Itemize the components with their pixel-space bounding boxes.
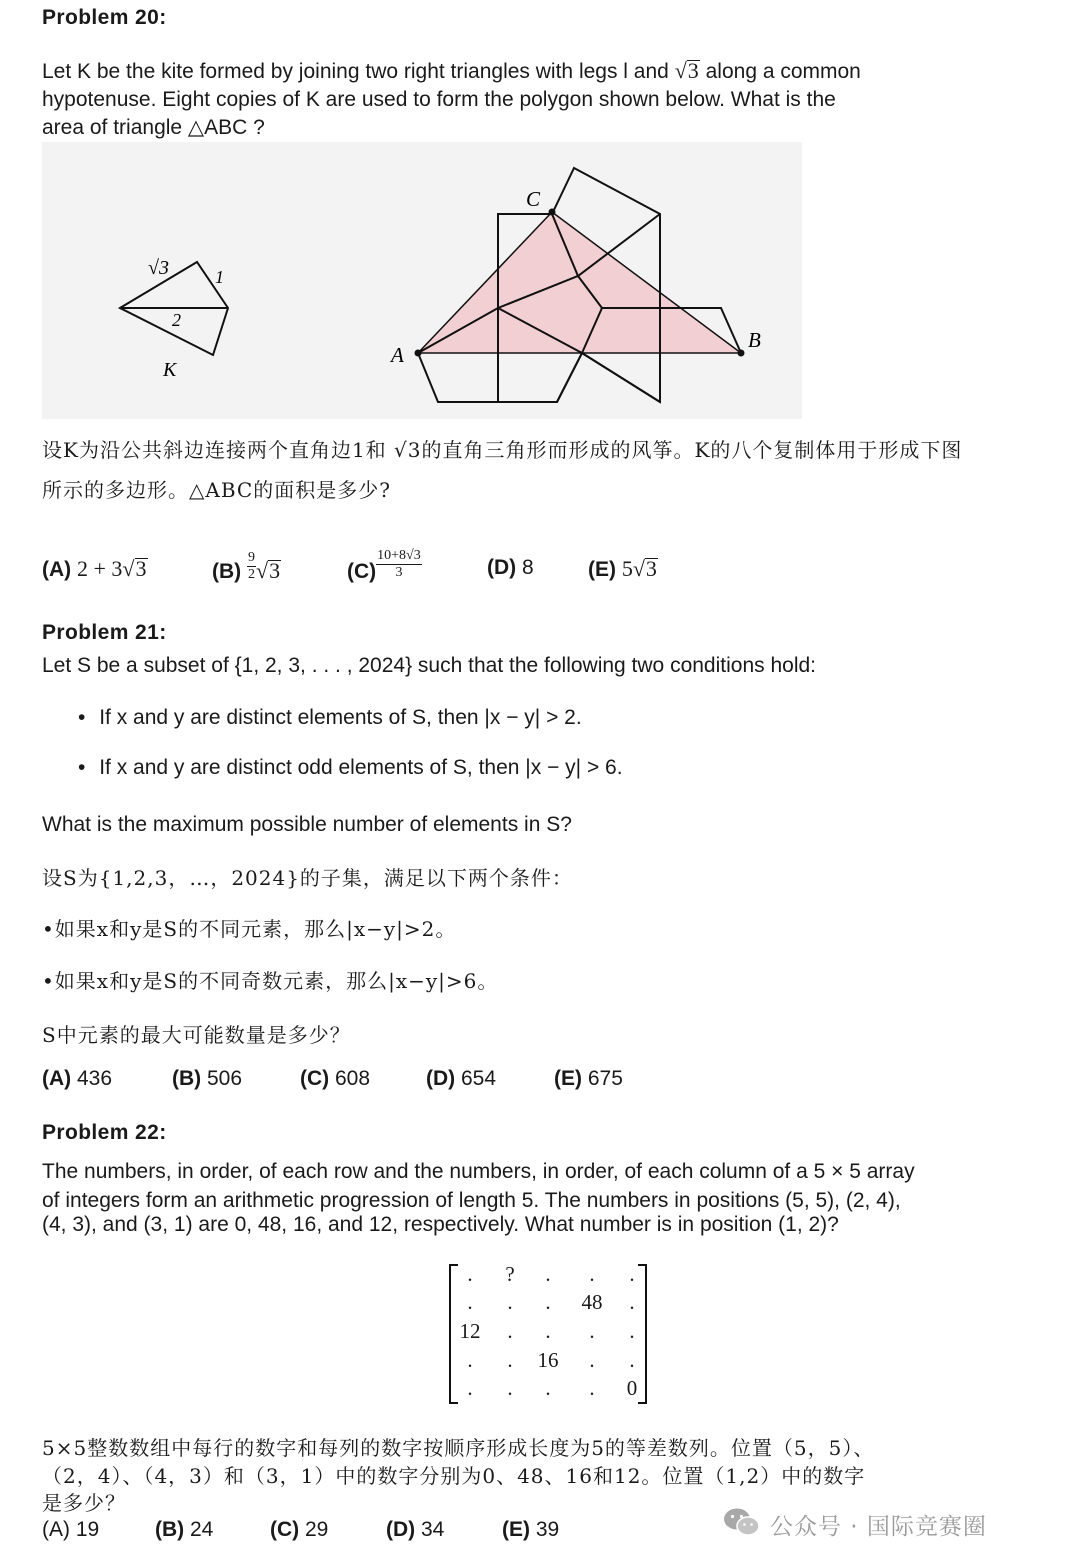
choice-22-c-value: 29 [305,1518,329,1541]
matrix-cell: 12 [459,1319,481,1343]
choice-21-c[interactable] [300,1067,370,1091]
matrix-cell: 16 [537,1348,559,1372]
matrix-cell: . [629,1290,635,1314]
choice-20-c-label: (C) [347,560,377,584]
sqrt-radicand: 3 [269,558,281,584]
matrix-cell: . [589,1262,595,1286]
choice-22-a[interactable] [42,1518,99,1542]
choice-22-e[interactable] [502,1518,559,1542]
kite-label-k: K [163,359,177,381]
problem-21-text-line1: Let S be a subset of {1, 2, 3, . . . , 2024} such that the following two conditions hold: [42,654,817,677]
vertex-label-b: B [748,328,761,352]
matrix-cell: . [589,1319,595,1343]
problem-21-choices [42,1067,682,1097]
kite-edges-lower [557,353,660,402]
problem-21-cn-line1: 设S为{1,2,3，…，2024}的子集，满足以下两个条件： [42,866,573,890]
sqrt-radicand: 3 [135,556,147,581]
choice-20-d-label: (D) [487,556,517,579]
kite-label-sqrt3: √3 [148,257,169,279]
choice-21-a[interactable] [42,1067,112,1091]
problem-21-condition-1 [78,706,582,730]
fraction-denominator: 2 [248,567,255,582]
problem-20-text-line3: area of triangle △ABC ? [42,116,265,139]
problem-22-text-line1: The numbers, in order, of each row and the numbers, in order, of each column of a 5 × 5 array [42,1160,915,1183]
problem-22-choices [42,1518,602,1548]
problem-22-heading: Problem 22: [42,1121,167,1144]
problem-21-cn-line3: •如果x和y是S的不同奇数元素，那么|x−y|>6。 [42,969,499,993]
watermark-text: 公众号 · 国际竞赛圈 [770,1514,987,1540]
condition-2-text: If x and y are distinct odd elements of S, then |x − y| > 6. [99,756,623,779]
sqrt-symbol: √3 [122,556,147,581]
matrix-cell: . [467,1262,473,1286]
choice-22-e-label: (E) [502,1518,530,1541]
problem-20-figure [42,142,802,419]
choice-21-c-label: (C) [300,1067,330,1090]
fraction-numerator: 10+8√3 [377,548,421,563]
choice-21-a-label: (A) [42,1067,72,1090]
problem-22-cn-line1: 5×5整数数组中每行的数字和每列的数字按顺序形成长度为5的等差数列。位置（5，5）、 [42,1436,875,1460]
matrix-cell: . [589,1348,595,1372]
problem-21-cn-line2: •如果x和y是S的不同元素，那么|x−y|>2。 [42,917,457,941]
choice-20-a-label: (A) [42,558,72,581]
choice-20-b[interactable] [212,550,281,583]
matrix-cell: . [507,1319,513,1343]
sqrt-symbol: √3 [632,556,657,581]
problem-22-text-line2: of integers form an arithmetic progression of length 5. The numbers in positions (5, 5), (2, 4), [42,1189,901,1212]
vertex-b-dot [738,350,745,357]
fraction-numerator: 9 [248,550,255,565]
choice-20-a-value: 2 + 3 [77,556,123,581]
problem-20-cn-line1: 设K为沿公共斜边连接两个直角边1和 √3的直角三角形而形成的风筝。K的八个复制体用于形成下图 [42,438,963,462]
choice-22-d-value: 34 [421,1518,445,1541]
kite-k-figure [120,262,228,355]
choice-21-c-value: 608 [335,1067,371,1090]
sqrt-radicand: 3 [645,556,657,581]
condition-1-text: If x and y are distinct elements of S, then |x − y| > 2. [99,706,582,729]
choice-22-d-label: (D) [386,1518,416,1541]
choice-20-d-value: 8 [522,556,534,579]
choice-20-a[interactable] [42,556,148,582]
choice-22-b-value: 24 [190,1518,214,1541]
problem-20-heading: Problem 20: [42,6,167,29]
choice-21-e-label: (E) [554,1067,582,1090]
choice-21-d-value: 654 [461,1067,497,1090]
matrix-cell: . [467,1348,473,1372]
matrix-cell: . [629,1262,635,1286]
problem-20-text-line1 [42,57,861,86]
choice-21-a-value: 436 [77,1067,113,1090]
problem-21-question: What is the maximum possible number of elements in S? [42,813,572,836]
choice-20-c-fraction [376,548,422,581]
matrix-cell: ? [505,1262,515,1286]
choice-22-c-label: (C) [270,1518,300,1541]
choice-21-d[interactable] [426,1067,496,1091]
kite-polygon-diagram [42,142,802,419]
choice-20-b-label: (B) [212,560,242,584]
kite-label-1: 1 [215,267,224,287]
choice-22-a-label: (A) [42,1518,70,1541]
choice-20-e-label: (E) [588,558,616,581]
bullet-dot-icon: • [78,756,86,779]
matrix-cell: 48 [581,1290,603,1314]
matrix-cell: . [545,1262,551,1286]
choice-21-b-value: 506 [207,1067,243,1090]
bullet-dot-icon: • [78,706,86,729]
problem-21-condition-2 [78,756,623,780]
choice-20-b-fraction [247,550,256,583]
choice-22-e-value: 39 [535,1518,560,1541]
sqrt3-radicand: 3 [687,58,699,83]
kite-label-2: 2 [172,310,181,330]
matrix-cell: . [589,1376,595,1400]
problem-20-text-line2: hypotenuse. Eight copies of K are used to form the polygon shown below. What is the [42,88,836,111]
problem-22-cn-line3: 是多少？ [42,1491,126,1515]
choice-22-a-value: 19 [75,1518,100,1541]
matrix-cell: . [507,1290,513,1314]
problem-21-heading: Problem 21: [42,621,167,644]
problem-20-cn-line2: 所示的多边形。△ABC的面积是多少? [42,478,391,502]
choice-22-b[interactable] [155,1518,213,1542]
matrix-cell: . [467,1290,473,1314]
choice-22-c[interactable] [270,1518,328,1542]
choice-21-b-label: (B) [172,1067,202,1090]
problem-22-text-line3: (4, 3), and (3, 1) are 0, 48, 16, and 12, respectively. What number is in position (1, 2)? [42,1213,839,1236]
choice-21-b[interactable] [172,1067,242,1091]
choice-22-d[interactable] [386,1518,444,1542]
sqrt3-inline: √3 [674,58,699,83]
vertex-a-dot [415,350,422,357]
sqrt-symbol: √3 [256,558,281,584]
problem-20-text-line1a: Let K be the kite formed by joining two right triangles with legs l and [42,60,669,83]
matrix-cell: . [545,1290,551,1314]
problem-22-cn-line2: （2，4）、（4，3）和（3，1）中的数字分别为0、48、16和12。位置（1,2）中的数字 [42,1464,866,1488]
vertex-c-dot [549,209,556,216]
matrix-cell: . [467,1376,473,1400]
problem-20-text-line1b: along a common [705,60,861,83]
choice-22-b-label: (B) [155,1518,185,1541]
matrix-cell: . [545,1376,551,1400]
choice-20-c[interactable] [347,548,422,584]
choice-21-d-label: (D) [426,1067,456,1090]
vertex-label-a: A [391,343,404,367]
matrix-cell: . [629,1348,635,1372]
choice-20-e-value: 5 [621,556,633,581]
choice-20-d[interactable] [487,556,534,580]
matrix-cell: . [507,1376,513,1400]
problem-22-matrix [446,1262,654,1406]
choice-21-e[interactable] [554,1067,623,1091]
problem-21-cn-line4: S中元素的最大可能数量是多少？ [42,1023,351,1047]
fraction-denominator: 3 [395,565,403,580]
vertex-label-c: C [526,187,541,211]
matrix-cell: . [629,1319,635,1343]
choice-20-e[interactable] [588,556,658,582]
choice-21-e-value: 675 [587,1067,623,1090]
wechat-icon [722,1506,762,1538]
triangle-abc [418,212,741,353]
matrix-cell: 0 [626,1376,638,1400]
matrix-cell: . [507,1348,513,1372]
matrix-cell: . [545,1319,551,1343]
